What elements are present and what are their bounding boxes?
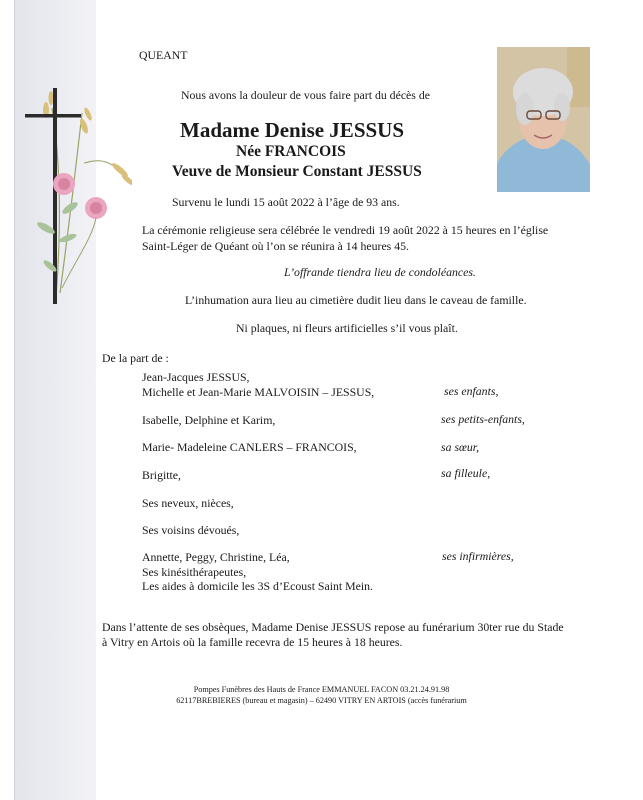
family-line: Marie- Madeleine CANLERS – FRANCOIS, bbox=[142, 440, 357, 454]
family-relation: sa sœur, bbox=[441, 440, 480, 454]
family-relation: ses infirmières, bbox=[442, 549, 514, 563]
family-line: Michelle et Jean-Marie MALVOISIN – JESSUS, bbox=[142, 385, 375, 399]
burial-line: L’inhumation aura lieu au cimetière dudit lieu dans le caveau de famille. bbox=[185, 293, 527, 307]
footer-line-1: Pompes Funèbres des Hauts de France EMMANUEL FACON 03.21.24.91.98 bbox=[193, 685, 450, 694]
family-relation: ses enfants, bbox=[444, 384, 499, 398]
death-date-line: Survenu le lundi 15 août 2022 à l’âge de 93 ans. bbox=[172, 195, 400, 209]
widow-line: Veuve de Monsieur Constant JESSUS bbox=[172, 163, 422, 180]
no-flowers-line: Ni plaques, ni fleurs artificielles s’il vous plaît. bbox=[236, 321, 458, 335]
family-relation: sa filleule, bbox=[441, 466, 491, 480]
footer-line-2: 62117BREBIERES (bureau et magasin) – 62490 VITRY EN ARTOIS (accès funérarium bbox=[176, 696, 467, 705]
family-line: Brigitte, bbox=[142, 468, 181, 482]
family-line: Ses neveux, nièces, bbox=[142, 496, 234, 510]
family-relation: ses petits-enfants, bbox=[441, 412, 525, 426]
intro-line: Nous avons la douleur de vous faire part du décès de bbox=[181, 88, 430, 102]
family-line: Annette, Peggy, Christine, Léa, bbox=[142, 550, 290, 564]
funeral-home-line-1: Dans l’attente de ses obsèques, Madame Denise JESSUS repose au funérarium 30ter rue du Stade bbox=[102, 620, 564, 634]
ceremony-line-2: Saint-Léger de Quéant où l’on se réunira à 14 heures 45. bbox=[142, 239, 409, 253]
family-line: Isabelle, Delphine et Karim, bbox=[142, 413, 276, 427]
deceased-name: Madame Denise JESSUS bbox=[180, 118, 405, 142]
left-border-line bbox=[14, 0, 15, 800]
offering-line: L’offrande tiendra lieu de condoléances. bbox=[284, 265, 476, 279]
from-label: De la part de : bbox=[102, 351, 169, 365]
funeral-home-line-2: à Vitry en Artois où la famille recevra de 15 heures à 18 heures. bbox=[102, 635, 403, 649]
family-line: Ses kinésithérapeutes, bbox=[142, 565, 247, 579]
cross-flowers-illustration bbox=[22, 88, 132, 310]
family-line: Les aides à domicile les 3S d’Ecoust Saint Mein. bbox=[142, 579, 373, 593]
town-name: QUEANT bbox=[139, 48, 188, 62]
family-line: Jean-Jacques JESSUS, bbox=[142, 370, 250, 384]
family-line: Ses voisins dévoués, bbox=[142, 523, 240, 537]
ceremony-line-1: La cérémonie religieuse sera célébrée le vendredi 19 août 2022 à 15 heures en l’église bbox=[142, 223, 549, 237]
portrait-photo bbox=[497, 47, 590, 192]
birth-name: Née FRANCOIS bbox=[236, 143, 346, 160]
